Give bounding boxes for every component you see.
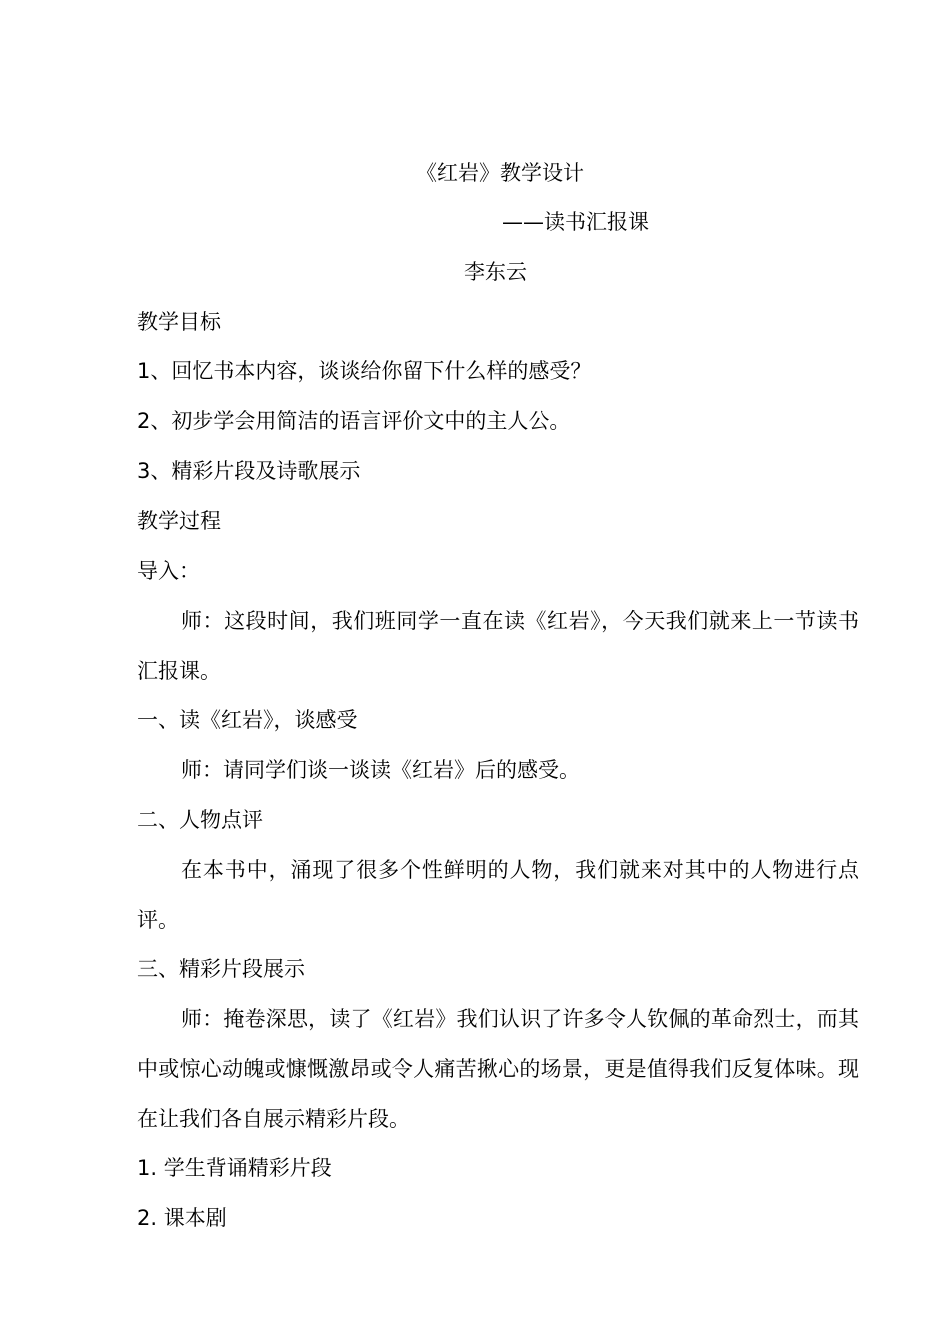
objective-item-2: 2、初步学会用简洁的语言评价文中的主人公。 xyxy=(137,409,571,433)
intro-label: 导入： xyxy=(137,559,200,583)
section-3-paragraph: 师：掩卷深思，读了《红岩》我们认识了许多令人钦佩的革命烈士，而其中或惊心动魄或慷慨激昂或令人痛苦揪心的场景，更是值得我们反复体味。现在让我们各自展示精彩片段。 xyxy=(137,1007,859,1131)
objective-item-1: 1、回忆书本内容，谈谈给你留下什么样的感受？ xyxy=(137,359,592,383)
section-2-paragraph: 在本书中，涌现了很多个性鲜明的人物，我们就来对其中的人物进行点评。 xyxy=(137,858,859,932)
section-1-text: 师：请同学们谈一谈读《红岩》后的感受。 xyxy=(181,758,580,782)
document-title: 《红岩》教学设计 xyxy=(416,161,584,185)
author-name: 李东云 xyxy=(464,260,527,284)
section-2-heading: 二、人物点评 xyxy=(137,808,263,832)
section-1-heading: 一、读《红岩》，谈感受 xyxy=(137,708,358,732)
objectives-heading: 教学目标 xyxy=(137,310,221,334)
objective-item-3: 3、精彩片段及诗歌展示 xyxy=(137,459,361,483)
process-heading: 教学过程 xyxy=(137,509,221,533)
list-item-2: 2. 课本剧 xyxy=(137,1206,227,1230)
list-item-1: 1. 学生背诵精彩片段 xyxy=(137,1156,332,1180)
document-subtitle: ——读书汇报课 xyxy=(502,210,649,234)
section-3-heading: 三、精彩片段展示 xyxy=(137,957,305,981)
intro-paragraph: 师：这段时间，我们班同学一直在读《红岩》，今天我们就来上一节读书汇报课。 xyxy=(137,609,859,683)
